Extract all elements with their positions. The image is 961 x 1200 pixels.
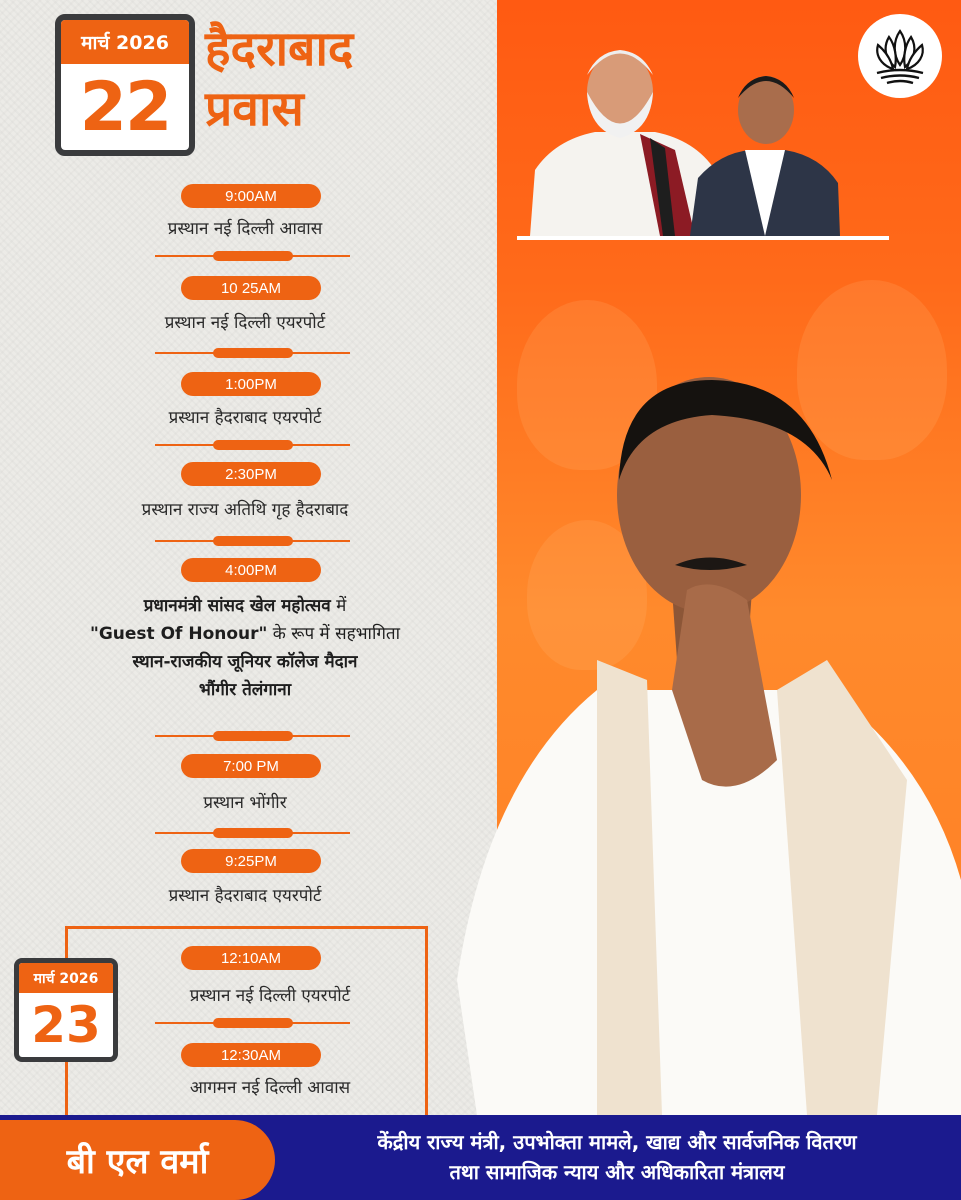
calendar-month: मार्च 2026: [19, 963, 113, 993]
page-title: [205, 20, 353, 140]
time-pill: 10 25AM: [181, 276, 321, 300]
minister-name: बी एल वर्मा: [0, 1120, 275, 1200]
schedule-text: प्रस्थान नई दिल्ली एयरपोर्ट: [164, 313, 326, 333]
schedule-text: प्रस्थान हैदराबाद एयरपोर्ट: [168, 408, 322, 428]
time-pill: 9:25PM: [181, 849, 321, 873]
schedule-text: आगमन नई दिल्ली आवास: [189, 1078, 351, 1098]
minister-photo-large: [447, 360, 961, 1115]
separator: [155, 540, 350, 542]
designation-line-2: तथा सामाजिक न्याय और अधिकारिता मंत्रालय: [449, 1160, 785, 1184]
event-location: भौंगीर तेलंगाना: [198, 680, 292, 700]
designation: [282, 1127, 952, 1187]
schedule-text: प्रस्थान नई दिल्ली आवास: [167, 219, 323, 239]
schedule-text: प्रस्थान राज्य अतिथि गृह हैदराबाद: [141, 500, 349, 520]
time-pill: 4:00PM: [181, 558, 321, 582]
event-description: [50, 592, 440, 704]
separator: [155, 255, 350, 257]
schedule-text: प्रस्थान नई दिल्ली एयरपोर्ट: [189, 986, 351, 1006]
separator: [155, 1022, 350, 1024]
lotus-logo-icon: [869, 27, 931, 85]
time-pill: 2:30PM: [181, 462, 321, 486]
calendar-day-22: [55, 14, 195, 156]
calendar-month: मार्च 2026: [61, 20, 189, 64]
event-role-rest: के रूप में सहभागिता: [267, 624, 401, 644]
separator: [155, 832, 350, 834]
calendar-day: 23: [31, 996, 101, 1054]
title-line-2: प्रवास: [205, 81, 304, 137]
separator: [155, 352, 350, 354]
separator: [155, 735, 350, 737]
party-logo: [858, 14, 942, 98]
event-title: प्रधानमंत्री सांसद खेल महोत्सव: [143, 596, 331, 616]
time-pill: 12:10AM: [181, 946, 321, 970]
divider: [517, 236, 889, 240]
calendar-day-23: [14, 958, 118, 1062]
calendar-day: 22: [79, 67, 171, 147]
minister-photo-small: [690, 58, 840, 236]
time-pill: 12:30AM: [181, 1043, 321, 1067]
title-line-1: हैदराबाद: [205, 21, 354, 77]
schedule-text: प्रस्थान भोंगीर: [203, 793, 287, 813]
event-venue: स्थान-राजकीय जूनियर कॉलेज मैदान: [132, 652, 358, 672]
separator: [155, 444, 350, 446]
time-pill: 7:00 PM: [181, 754, 321, 778]
event-role: "Guest Of Honour": [89, 624, 268, 644]
time-pill: 9:00AM: [181, 184, 321, 208]
schedule-text: प्रस्थान हैदराबाद एयरपोर्ट: [168, 886, 322, 906]
designation-line-1: केंद्रीय राज्य मंत्री, उपभोक्ता मामले, खाद्य और सार्वजनिक वितरण: [377, 1130, 857, 1154]
time-pill: 1:00PM: [181, 372, 321, 396]
event-title-suffix: में: [330, 596, 347, 616]
